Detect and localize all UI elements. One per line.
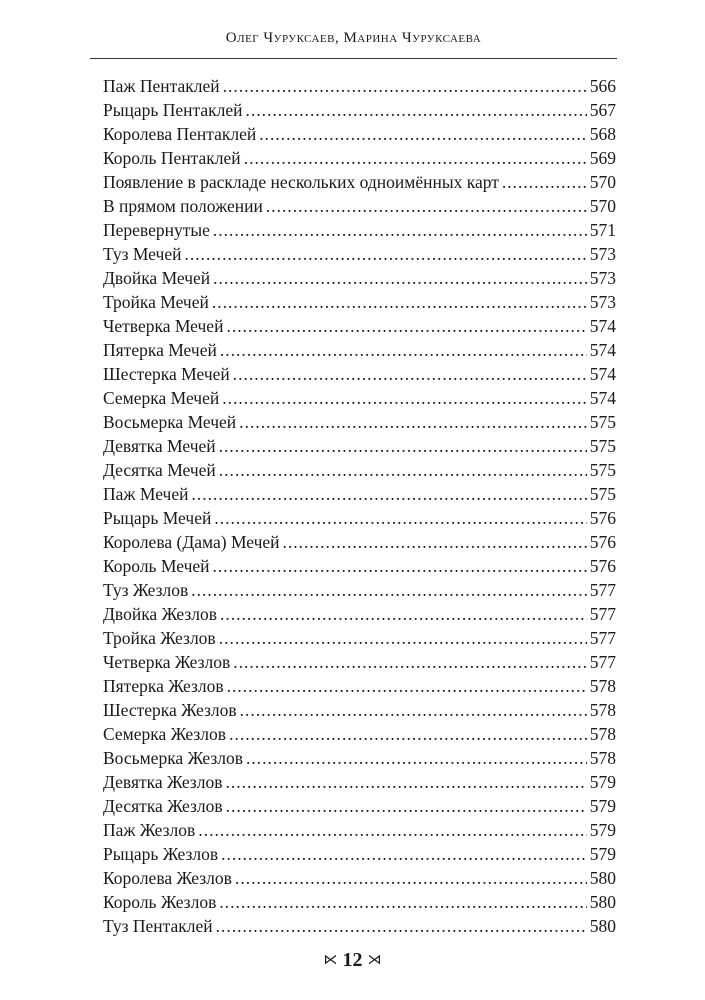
dot-leader: [225, 770, 586, 794]
toc-entry[interactable]: [103, 482, 616, 506]
dot-leader: [246, 98, 587, 122]
toc-entry[interactable]: [103, 218, 616, 242]
toc-entry-title: Пятерка Жезлов: [103, 676, 224, 696]
toc-entry-page: 566: [589, 76, 616, 96]
toc-entry[interactable]: [103, 914, 616, 938]
toc-entry[interactable]: [103, 434, 616, 458]
toc-entry-title: Семерка Жезлов: [103, 724, 227, 744]
dot-leader: [259, 122, 586, 146]
toc-entry-title: Появление в раскладе нескольких одноимённых карт: [103, 172, 499, 192]
toc-entry[interactable]: [103, 650, 616, 674]
ornament-left-icon: ⋉: [323, 953, 338, 968]
toc-entry-page: 575: [589, 460, 616, 480]
toc-entry-page: 580: [589, 868, 616, 888]
toc-entry[interactable]: [103, 266, 616, 290]
toc-entry-title: Рыцарь Жезлов: [103, 844, 219, 864]
dot-leader: [233, 362, 587, 386]
dot-leader: [233, 650, 586, 674]
toc-entry[interactable]: [103, 770, 616, 794]
toc-entry[interactable]: [103, 242, 616, 266]
dot-leader: [226, 794, 587, 818]
toc-entry-title: Девятка Жезлов: [103, 772, 223, 792]
dot-leader: [221, 842, 587, 866]
dot-leader: [213, 266, 587, 290]
toc-entry-page: 575: [589, 412, 616, 432]
toc-entry[interactable]: [103, 506, 616, 530]
toc-entry[interactable]: [103, 290, 616, 314]
toc-entry-page: 574: [589, 388, 616, 408]
toc-entry[interactable]: [103, 146, 616, 170]
toc-entry-page: 577: [589, 580, 616, 600]
toc-entry[interactable]: [103, 98, 616, 122]
toc-entry-page: 578: [589, 748, 616, 768]
dot-leader: [216, 914, 587, 938]
toc-entry[interactable]: [103, 698, 616, 722]
toc-entry-title: Туз Пентаклей: [103, 916, 213, 936]
toc-entry-title: Рыцарь Пентаклей: [103, 100, 243, 120]
toc-entry-title: Шестерка Мечей: [103, 364, 230, 384]
dot-leader: [235, 866, 587, 890]
toc-entry-title: Четверка Жезлов: [103, 652, 231, 672]
toc-entry-title: Королева Пентаклей: [103, 124, 257, 144]
dot-leader: [219, 626, 587, 650]
header-authors: Олег Чуруксаев, Марина Чуруксаева: [225, 30, 482, 46]
toc-entry[interactable]: [103, 626, 616, 650]
toc-entry[interactable]: [103, 410, 616, 434]
toc-entry-title: Король Пентаклей: [103, 148, 241, 168]
toc-entry-title: Девятка Мечей: [103, 436, 216, 456]
dot-leader: [240, 698, 587, 722]
toc-entry-page: 578: [589, 700, 616, 720]
toc-entry-title: Десятка Жезлов: [103, 796, 223, 816]
dot-leader: [219, 434, 587, 458]
toc-entry-page: 570: [589, 196, 616, 216]
toc-entry-title: Королева Жезлов: [103, 868, 232, 888]
page-footer: [0, 948, 705, 973]
toc-entry[interactable]: [103, 554, 616, 578]
toc-entry[interactable]: [103, 842, 616, 866]
dot-leader: [227, 674, 587, 698]
toc-entry[interactable]: [103, 74, 616, 98]
toc-entry-title: Рыцарь Мечей: [103, 508, 212, 528]
toc-entry[interactable]: [103, 530, 616, 554]
toc-entry-title: Тройка Жезлов: [103, 628, 216, 648]
toc-entry-page: 579: [589, 844, 616, 864]
toc-entry[interactable]: [103, 866, 616, 890]
toc-entry-page: 575: [589, 484, 616, 504]
toc-entry-page: 580: [589, 892, 616, 912]
toc-entry-title: Восьмерка Жезлов: [103, 748, 244, 768]
dot-leader: [246, 746, 587, 770]
toc-entry[interactable]: [103, 362, 616, 386]
dot-leader: [198, 818, 586, 842]
toc-entry-page: 575: [589, 436, 616, 456]
toc-entry-page: 578: [589, 724, 616, 744]
dot-leader: [214, 506, 586, 530]
dot-leader: [219, 458, 587, 482]
toc-entry-title: Семерка Мечей: [103, 388, 220, 408]
toc-entry-page: 574: [589, 364, 616, 384]
toc-entry[interactable]: [103, 122, 616, 146]
dot-leader: [184, 242, 586, 266]
page-number: 12: [342, 949, 363, 971]
toc-entry-page: 568: [589, 124, 616, 144]
toc-entry-title: Король Жезлов: [103, 892, 217, 912]
dot-leader: [283, 530, 587, 554]
dot-leader: [220, 338, 587, 362]
toc-entry-title: Перевернутые: [103, 220, 210, 240]
table-of-contents: [103, 74, 616, 938]
toc-entry-page: 577: [589, 604, 616, 624]
toc-entry[interactable]: [103, 746, 616, 770]
toc-entry-title: Пятерка Мечей: [103, 340, 217, 360]
toc-entry[interactable]: [103, 602, 616, 626]
dot-leader: [191, 482, 586, 506]
dot-leader: [223, 74, 587, 98]
toc-entry-page: 576: [589, 556, 616, 576]
toc-entry-page: 569: [589, 148, 616, 168]
toc-entry[interactable]: [103, 386, 616, 410]
toc-entry-page: 571: [589, 220, 616, 240]
dot-leader: [191, 578, 586, 602]
toc-entry[interactable]: [103, 674, 616, 698]
dot-leader: [212, 290, 587, 314]
dot-leader: [219, 890, 586, 914]
toc-entry[interactable]: [103, 170, 616, 194]
toc-entry[interactable]: [103, 458, 616, 482]
dot-leader: [244, 146, 587, 170]
dot-leader: [266, 194, 587, 218]
dot-leader: [222, 386, 587, 410]
dot-leader: [213, 554, 587, 578]
toc-entry[interactable]: [103, 818, 616, 842]
toc-entry-page: 576: [589, 508, 616, 528]
toc-entry[interactable]: [103, 338, 616, 362]
dot-leader: [213, 218, 587, 242]
toc-entry-page: 574: [589, 340, 616, 360]
toc-entry[interactable]: [103, 314, 616, 338]
toc-entry-title: Паж Мечей: [103, 484, 189, 504]
toc-entry-page: 574: [589, 316, 616, 336]
dot-leader: [220, 602, 587, 626]
toc-entry-page: 567: [589, 100, 616, 120]
toc-entry-page: 573: [589, 292, 616, 312]
toc-entry-title: Четверка Мечей: [103, 316, 224, 336]
toc-entry-title: Десятка Мечей: [103, 460, 216, 480]
toc-entry-page: 579: [589, 796, 616, 816]
toc-entry[interactable]: [103, 794, 616, 818]
toc-entry-title: Восьмерка Мечей: [103, 412, 237, 432]
toc-entry-page: 578: [589, 676, 616, 696]
toc-entry-title: Паж Пентаклей: [103, 76, 220, 96]
toc-entry-title: Тройка Мечей: [103, 292, 209, 312]
toc-entry-page: 579: [589, 772, 616, 792]
ornament-right-icon: ⋊: [367, 953, 382, 968]
toc-entry-title: Король Мечей: [103, 556, 210, 576]
toc-entry-page: 573: [589, 244, 616, 264]
toc-entry-title: Шестерка Жезлов: [103, 700, 237, 720]
toc-entry-title: Туз Жезлов: [103, 580, 189, 600]
toc-entry[interactable]: [103, 578, 616, 602]
dot-leader: [239, 410, 587, 434]
toc-entry-title: Королева (Дама) Мечей: [103, 532, 280, 552]
toc-entry-page: 570: [589, 172, 616, 192]
toc-entry[interactable]: [103, 890, 616, 914]
toc-entry-page: 579: [589, 820, 616, 840]
toc-entry-title: Двойка Мечей: [103, 268, 211, 288]
toc-entry[interactable]: [103, 722, 616, 746]
toc-entry-page: 577: [589, 652, 616, 672]
toc-entry-page: 577: [589, 628, 616, 648]
header-rule: [90, 58, 617, 59]
toc-entry-title: Туз Мечей: [103, 244, 182, 264]
toc-entry-page: 580: [589, 916, 616, 936]
dot-leader: [229, 722, 587, 746]
toc-entry-title: Двойка Жезлов: [103, 604, 218, 624]
dot-leader: [226, 314, 586, 338]
running-header: [90, 30, 617, 47]
toc-entry-page: 573: [589, 268, 616, 288]
toc-entry-title: В прямом положении: [103, 196, 263, 216]
toc-entry-page: 576: [589, 532, 616, 552]
toc-entry-title: Паж Жезлов: [103, 820, 196, 840]
dot-leader: [502, 170, 587, 194]
toc-entry[interactable]: [103, 194, 616, 218]
